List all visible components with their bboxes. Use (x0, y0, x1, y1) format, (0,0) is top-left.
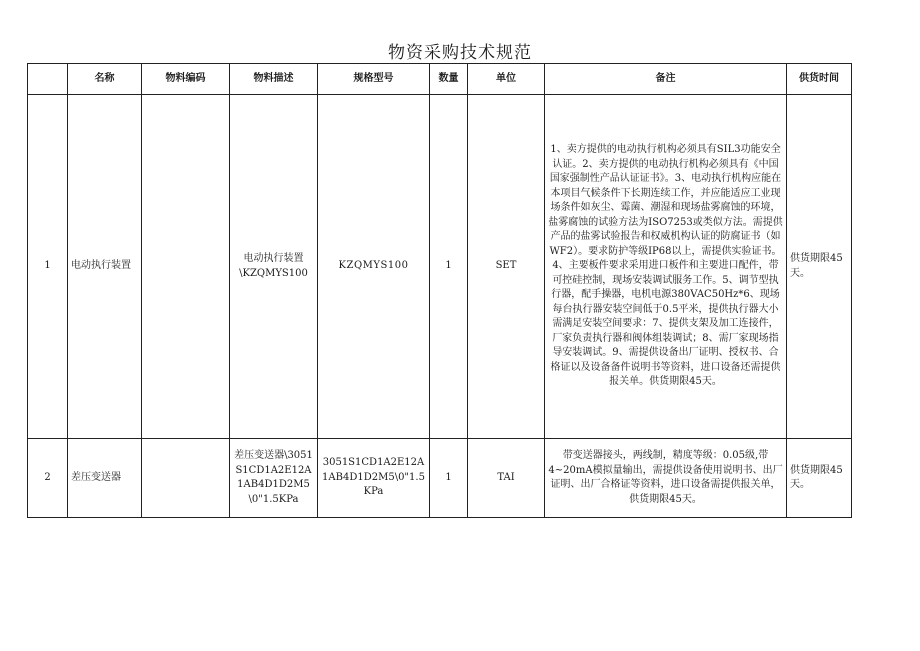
row-material-desc: 差压变送器\3051S1CD1A2E12A1AB4D1D2M5\0"1.5KPa (230, 439, 318, 518)
table-row (28, 439, 852, 518)
row-material-desc: 电动执行装置\KZQMYS100 (230, 95, 318, 439)
header-unit: 单位 (468, 64, 545, 95)
row-remark: 带变送器接头，两线制，精度等级：0.05级,带4~20mA模拟量输出，需提供设备使用说明书、出厂证明、出厂合格证等资料，进口设备需提供报关单，供货期限45天。 (545, 439, 787, 518)
header-delivery: 供货时间 (787, 64, 852, 95)
header-index (28, 64, 68, 95)
row-unit: SET (468, 95, 545, 439)
row-model: 3051S1CD1A2E12A1AB4D1D2M5\0"1.5KPa (318, 439, 430, 518)
header-row (28, 64, 852, 95)
procurement-spec-table (27, 63, 852, 518)
row-model: KZQMYS100 (318, 95, 430, 439)
header-material-code: 物料编码 (142, 64, 230, 95)
row-index: 2 (28, 439, 68, 518)
row-material-code (142, 95, 230, 439)
row-name: 差压变送器 (68, 439, 142, 518)
table-row (28, 95, 852, 439)
row-name: 电动执行装置 (68, 95, 142, 439)
header-model: 规格型号 (318, 64, 430, 95)
header-material-desc: 物料描述 (230, 64, 318, 95)
header-name: 名称 (68, 64, 142, 95)
row-material-code (142, 439, 230, 518)
document-title: 物资采购技术规范 (388, 43, 532, 63)
header-quantity: 数量 (430, 64, 468, 95)
row-remark: 1、卖方提供的电动执行机构必须具有SIL3功能安全认证。2、卖方提供的电动执行机构必须具有《中国国家强制性产品认证证书》。3、电动执行机构应能在本项目气候条件下长期连续工作，并应能适应工业现场条件如灰尘、霉菌、潮湿和现场盐雾腐蚀的环境，盐雾腐蚀的试验方法为ISO7253或类似方法。需提供产品的盐雾试验报告和权威机构认证的防腐证书（如WF2）。要求防护等级IP68以上，需提供实验证书。4、主要板件要求采用进口板件和主要进口配件，带可控硅控制，现场安装调试服务工作。5、调节型执行器，配手操器，电机电源380VAC50Hz*6、现场每台执行器安装空间低于0.5平米，提供执行器大小需满足安装空间要求：7、提供支架及加工连接件，厂家负责执行器和阀体组装调试；8、需厂家现场指导安装调试。9、需提供设备出厂证明、授权书、合格证以及设备备件说明书等资料，进口设备还需提供报关单。供货期限45天。 (545, 95, 787, 439)
row-unit: TAI (468, 439, 545, 518)
row-quantity: 1 (430, 95, 468, 439)
header-remark: 备注 (545, 64, 787, 95)
row-index: 1 (28, 95, 68, 439)
row-delivery: 供货期限45天。 (787, 95, 852, 439)
row-delivery: 供货期限45天。 (787, 439, 852, 518)
row-quantity: 1 (430, 439, 468, 518)
